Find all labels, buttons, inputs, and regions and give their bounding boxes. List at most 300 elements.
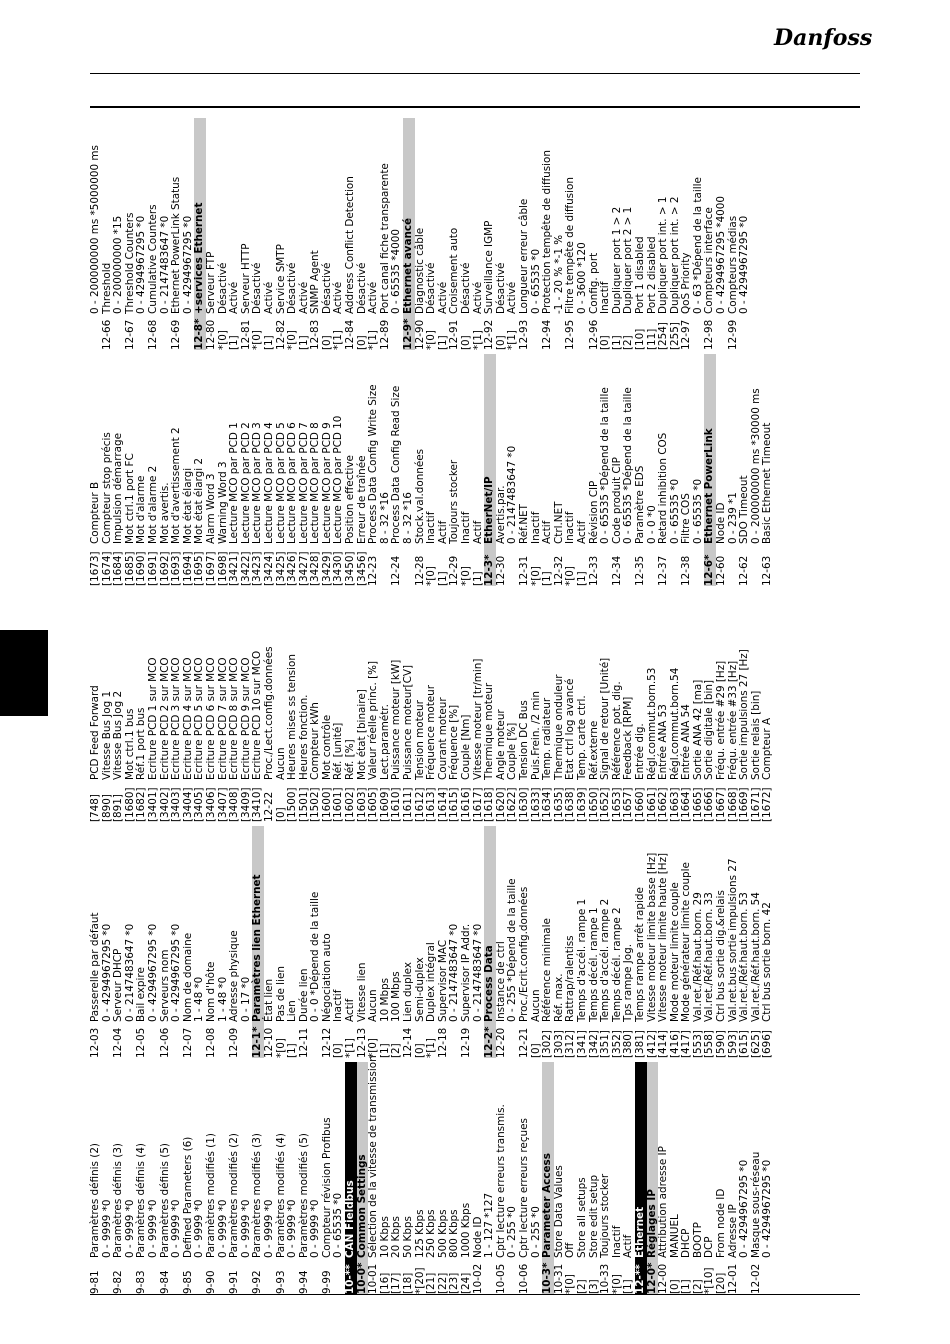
param-number	[171, 1258, 183, 1294]
param-text: Diagnostic câble	[413, 227, 426, 314]
param-text: Threshold Counters	[123, 212, 136, 314]
param-number: 12-19	[460, 1027, 472, 1058]
param-text: Port canal fiche transparente	[378, 163, 391, 314]
param-number: 12-21	[517, 1027, 530, 1058]
param-row	[322, 826, 334, 1058]
param-text: 0 - 4294967295 *0	[100, 923, 113, 1022]
param-text: Mot d'alarme	[135, 475, 148, 544]
param-text: Paramètres définis (2)	[89, 1143, 101, 1258]
param-text: 0 - 63 *Dépend de la taille	[691, 177, 704, 314]
param-text: Cptr lecture erreurs transmis.	[494, 1104, 507, 1258]
param-number: [1697]	[204, 551, 217, 586]
param-text: 0 - 65535 *4000	[390, 229, 403, 314]
param-text: Fréquence moteur	[425, 684, 438, 780]
param-text: Alarm Word 3	[204, 473, 217, 544]
param-text: Lien duplex	[402, 962, 415, 1022]
param-row	[367, 1055, 380, 1294]
param-text: Révision CIP	[587, 480, 600, 544]
param-number: *[0]	[460, 566, 472, 586]
param-row	[426, 1062, 438, 1294]
param-row	[368, 354, 380, 586]
param-number: [1652]	[599, 787, 612, 822]
param-text: 0 - 2147483647 *0	[448, 923, 461, 1022]
param-number: [1657]	[622, 787, 635, 822]
param-text: Lecture MCO par PCD 4	[262, 422, 275, 544]
param-text: 800 Kbps	[448, 1209, 461, 1258]
param-text: Ecriture PCD 7 sur MCO	[216, 657, 229, 780]
param-text: Serveur DHCP	[112, 948, 125, 1022]
param-number: 12-67	[123, 319, 136, 350]
param-number: [3409]	[239, 787, 252, 822]
param-text: Store all setups	[575, 1177, 588, 1258]
param-text: Régl.commut.born.54	[668, 667, 681, 780]
param-number: 12-20	[494, 1027, 507, 1058]
param-row	[160, 1062, 172, 1294]
param-number: [11]	[645, 328, 658, 350]
param-number: *[1]	[471, 330, 484, 350]
param-text: Sortie digitale [bin]	[703, 679, 716, 780]
param-text: Fréqu. entrée #33 [Hz]	[726, 660, 739, 780]
param-number: [22]	[436, 1272, 449, 1294]
param-row	[391, 826, 403, 1058]
param-number: [412]	[645, 1030, 658, 1058]
param-row	[542, 354, 554, 586]
param-number: 12-80	[204, 319, 217, 350]
param-text: 1 - 48 *0	[216, 976, 229, 1022]
param-row	[403, 826, 415, 1058]
param-number: 10-33	[599, 1263, 612, 1294]
param-text: Durée lien	[297, 968, 310, 1022]
param-row	[658, 590, 670, 822]
param-text: Heures fonction.	[297, 694, 310, 780]
param-number: 12-13	[355, 1027, 368, 1058]
param-text: Valeur réelle princ. [%]	[367, 660, 380, 780]
param-row	[287, 826, 299, 1058]
param-text: Common Settings	[355, 1154, 368, 1258]
param-text: Désactivé	[355, 262, 368, 314]
param-number: 12-60	[715, 555, 728, 586]
param-text: Ecriture PCD 6 sur MCO	[204, 657, 217, 780]
param-text: Erreur de traînée	[355, 455, 368, 544]
param-row	[287, 118, 299, 350]
param-text: Lecture MCO par PCD 9	[320, 422, 333, 544]
param-text: Paramètres modifiés (2)	[228, 1133, 241, 1258]
param-text: 0 - 9999 *0	[216, 1199, 229, 1258]
param-number: [3426]	[286, 551, 299, 586]
param-text: Actif	[344, 998, 357, 1022]
param-text: 1000 Kbps	[460, 1202, 472, 1258]
param-number: *[0]	[274, 1038, 287, 1058]
param-text: Temps d'accél. rampe 1	[575, 898, 588, 1022]
param-text: Service SMTP	[274, 244, 287, 314]
param-row	[148, 1062, 160, 1294]
param-text: Désactivé	[251, 262, 264, 314]
param-number: [1615]	[448, 787, 461, 822]
param-number: 12-34	[610, 555, 623, 586]
param-row	[670, 354, 682, 586]
param-text: 8 - 32 *16	[402, 492, 415, 544]
section-header	[403, 118, 415, 350]
param-number: 9-94	[297, 1270, 310, 1294]
param-number: 12-90	[413, 319, 426, 350]
section-header	[542, 1062, 554, 1294]
param-text: Filtre tempête de diffusion	[564, 177, 577, 314]
param-text: Adresse physique	[228, 930, 241, 1022]
param-text: Paramètres définis (3)	[112, 1143, 125, 1258]
param-text: 0 - 255 *0	[529, 1206, 542, 1258]
param-row	[90, 826, 102, 1058]
param-number: [1630]	[517, 787, 530, 822]
param-row	[90, 118, 102, 350]
param-text: Puis.Frein. /2 min	[529, 690, 542, 780]
param-text: Toujours stocker	[448, 459, 461, 544]
param-text: Ecriture PCD 2 sur MCO	[158, 657, 171, 780]
param-text: Thermique moteur	[483, 682, 496, 780]
param-row	[519, 1062, 531, 1294]
param-text: Réf.externe	[587, 720, 600, 780]
param-number: 10-01	[367, 1263, 380, 1294]
param-text: 8 - 32 *16	[378, 492, 391, 544]
param-text: Mode moteur limite couple	[668, 882, 681, 1022]
param-row	[554, 354, 566, 586]
column-4	[90, 354, 774, 586]
param-number: [890]	[100, 794, 113, 822]
param-text: Désactivé	[216, 262, 229, 314]
param-row	[171, 118, 183, 350]
param-number: [1614]	[436, 787, 449, 822]
param-number: 12-93	[517, 319, 530, 350]
param-text: Aucun	[529, 989, 542, 1022]
param-number	[762, 1258, 774, 1294]
param-number: [416]	[668, 1030, 681, 1058]
param-row	[589, 118, 601, 350]
param-number: 12-96	[587, 319, 600, 350]
param-row	[623, 118, 635, 350]
param-row	[229, 1062, 241, 1294]
param-text: Instance de ctrl	[494, 941, 507, 1022]
param-number: [1502]	[309, 787, 322, 822]
param-number: *[0]	[564, 566, 577, 586]
param-text: 0 - 200000000 ms *30000 ms	[749, 388, 762, 544]
param-row	[461, 826, 473, 1058]
param-number: 12-23	[367, 555, 380, 586]
param-text: Compteurs interface	[703, 207, 716, 314]
param-row	[322, 1062, 334, 1294]
param-text: 0 - 65535 *0	[332, 1192, 345, 1258]
column-2	[90, 826, 774, 1058]
param-number: [1605]	[367, 787, 380, 822]
param-text: Ecriture PCD 9 sur MCO	[239, 657, 252, 780]
param-text: Ethernet	[633, 1206, 646, 1258]
param-text: Impulsion démarrage	[112, 433, 125, 544]
param-number: [1]	[228, 335, 241, 350]
param-number: [3427]	[297, 551, 310, 586]
param-number: 9-81	[89, 1270, 101, 1294]
param-row	[426, 118, 438, 350]
param-number: 9-85	[181, 1270, 194, 1294]
param-row	[542, 118, 554, 350]
param-row	[600, 1062, 612, 1294]
param-text: Inactif	[460, 511, 472, 544]
param-text: BOOTP	[691, 1222, 704, 1258]
param-text: Duplex intégral	[425, 942, 438, 1022]
param-text: Attribution adresse IP	[657, 1146, 670, 1258]
param-row	[577, 354, 589, 586]
param-row	[333, 826, 345, 1058]
param-row	[577, 590, 589, 822]
param-number: [1]	[680, 1279, 693, 1294]
param-number: [1634]	[541, 787, 554, 822]
param-row	[531, 354, 543, 586]
param-text: 0 - 9999 *0	[193, 1199, 206, 1258]
param-text: Ctrl bus sortie born. 42	[761, 902, 774, 1022]
param-text: Compteur B	[89, 481, 101, 544]
param-text: 0 - 3600 *120	[575, 242, 588, 314]
param-text: Mot contrôle	[320, 714, 333, 780]
param-text: Supervisor MAC	[436, 940, 449, 1022]
column-3	[90, 590, 774, 822]
param-row	[507, 354, 519, 586]
param-number: *[0]	[610, 1274, 623, 1294]
top-rule	[90, 73, 860, 74]
param-row	[519, 118, 531, 350]
param-text: PCD Feed Forward	[89, 685, 101, 780]
param-text: Référence pot. dig.	[610, 681, 623, 780]
param-text: Compteurs médias	[726, 215, 739, 314]
param-text: Mot avertis.	[158, 482, 171, 544]
param-number: [1620]	[494, 787, 507, 822]
param-number: [0]	[460, 335, 472, 350]
param-text: Inactif	[332, 989, 345, 1022]
param-text: Warning Word 3	[216, 461, 229, 544]
param-text: Ctrl bus sortie dig.&relais	[715, 890, 728, 1022]
param-number: 12-63	[761, 555, 774, 586]
param-text: Régl.commut.born.53	[645, 667, 658, 780]
param-number: *[1]	[425, 1038, 438, 1058]
param-number	[577, 314, 589, 350]
param-text: 10 Mbps	[378, 977, 391, 1022]
param-row	[461, 590, 473, 822]
param-text: Lecture MCO par PCD 10	[332, 415, 345, 544]
param-row	[415, 1062, 427, 1294]
param-row	[206, 118, 218, 350]
param-row	[670, 1062, 682, 1294]
param-number: [1669]	[738, 787, 751, 822]
param-row	[90, 590, 102, 822]
param-number: 12-18	[436, 1027, 449, 1058]
param-row	[762, 354, 774, 586]
param-text: Activé	[471, 281, 484, 314]
param-row	[357, 826, 369, 1058]
param-number: [3403]	[170, 787, 183, 822]
param-text: Tension DC Bus	[517, 700, 530, 780]
param-number: [303]	[552, 1030, 565, 1058]
param-number: [1695]	[193, 551, 206, 586]
param-number: 12-9*	[402, 318, 415, 350]
param-text: Fréqu. entrée #29 [Hz]	[715, 660, 728, 780]
param-number: [1]	[297, 335, 310, 350]
param-text: Ethernet PowerLink Status	[170, 176, 183, 314]
param-text: 50 Kbps	[402, 1216, 415, 1258]
param-number: 12-11	[297, 1027, 310, 1058]
param-text: Thermique onduleur	[552, 674, 565, 780]
param-number: [351]	[599, 1030, 612, 1058]
param-number: [891]	[112, 794, 125, 822]
param-number: [0]	[355, 335, 368, 350]
param-number: [3408]	[228, 787, 241, 822]
param-number: [696]	[761, 1030, 774, 1058]
param-number: [342]	[587, 1030, 600, 1058]
param-text: 0 - 0 *0	[645, 505, 658, 544]
param-text: Paramètre EDS	[633, 465, 646, 544]
param-number: *[20]	[413, 1267, 426, 1294]
param-text: Dupliquer port 1 > 2	[610, 206, 623, 314]
param-row	[519, 590, 531, 822]
param-text: MANUEL	[668, 1214, 681, 1258]
param-row	[391, 1062, 403, 1294]
param-row	[345, 826, 357, 1058]
param-row	[148, 354, 160, 586]
param-row	[206, 826, 218, 1058]
param-text: Temps décél. rampe 1	[587, 907, 600, 1022]
param-number	[716, 314, 728, 350]
param-text: Longueur erreur câble	[517, 198, 530, 314]
param-number: 12-02	[749, 1263, 762, 1294]
param-number: 12-98	[703, 319, 716, 350]
param-text: Stock.val.données	[413, 448, 426, 544]
param-row	[368, 826, 380, 1058]
param-text: DCP	[703, 1236, 716, 1258]
param-number: [1]	[622, 1279, 635, 1294]
param-row	[148, 118, 160, 350]
param-text: 0 - 9999 *0	[262, 1199, 275, 1258]
param-number: *[0]	[564, 1274, 577, 1294]
param-text: 0 - 9999 *0	[239, 1199, 252, 1258]
param-number: 12-8*	[193, 318, 206, 350]
param-text: Temp. radiateur	[541, 697, 554, 780]
param-number: [1603]	[355, 787, 368, 822]
column-5	[90, 118, 751, 350]
param-row	[623, 1062, 635, 1294]
param-row	[229, 118, 241, 350]
param-text: -1 - 20 % *-1 %	[552, 234, 565, 314]
param-text: Couple [Nm]	[460, 714, 472, 780]
param-text: Aucun	[274, 747, 287, 780]
param-text: 0 - 65535 *0	[668, 478, 681, 544]
param-number: 12-03	[89, 1027, 101, 1058]
param-row	[762, 1062, 774, 1294]
param-number: 12-08	[204, 1027, 217, 1058]
param-row	[600, 354, 612, 586]
param-text: Nom de domaine	[181, 932, 194, 1022]
param-text: Temps décél. rampe 2	[610, 907, 623, 1022]
param-text: 0 - 9999 *0	[100, 1199, 113, 1258]
param-row	[438, 1062, 450, 1294]
param-number: [1500]	[286, 787, 299, 822]
param-text: Paramètres modifiés (3)	[251, 1133, 264, 1258]
param-text: Actif	[541, 520, 554, 544]
param-number: [3422]	[239, 551, 252, 586]
param-number: [1691]	[146, 551, 159, 586]
param-text: Threshold	[100, 262, 113, 314]
param-text: 0 - 4294967295 *0	[738, 215, 751, 314]
param-number: [1602]	[344, 787, 357, 822]
param-number: 9-93	[274, 1270, 287, 1294]
param-row	[739, 118, 751, 350]
param-row	[704, 1062, 716, 1294]
param-number: 12-**	[633, 1264, 646, 1294]
param-text: Vitesse lien	[355, 962, 368, 1022]
param-number: 12-31	[517, 555, 530, 586]
param-number: [1672]	[761, 787, 774, 822]
param-number: [1682]	[135, 787, 148, 822]
param-row	[171, 826, 183, 1058]
param-number: 10-3*	[541, 1262, 554, 1294]
param-text: Désactivé	[425, 262, 438, 314]
param-row	[299, 1062, 311, 1294]
param-number	[264, 1258, 276, 1294]
param-row	[403, 354, 415, 586]
param-number	[600, 544, 612, 586]
param-text: 0 - 9999 *0	[286, 1199, 299, 1258]
section-header	[194, 118, 206, 350]
param-number: [1693]	[170, 551, 183, 586]
param-text: Adresse IP	[726, 1204, 739, 1258]
param-number: [1638]	[564, 787, 577, 822]
param-text: Heures mises ss tension	[286, 654, 299, 780]
param-number: [1610]	[390, 787, 403, 822]
param-text: Temp. carte ctrl.	[575, 695, 588, 780]
param-text: 20 Kbps	[390, 1216, 403, 1258]
param-row	[612, 1062, 624, 1294]
param-text: Actif	[575, 520, 588, 544]
param-text: Semi-duplex	[413, 957, 426, 1022]
param-row	[577, 118, 589, 350]
param-number	[739, 314, 751, 350]
param-text: Paramètres modifiés (1)	[204, 1133, 217, 1258]
param-number: [0]	[332, 1043, 345, 1058]
param-text: Ecriture PCD 8 sur MCO	[228, 657, 241, 780]
param-text: 1 - 48 *0	[193, 976, 206, 1022]
param-row	[206, 354, 218, 586]
param-number: [1698]	[216, 551, 229, 586]
param-number: [16]	[378, 1272, 391, 1294]
param-number: [748]	[89, 794, 101, 822]
param-number: 12-0*	[645, 1262, 658, 1294]
param-row	[600, 826, 612, 1058]
param-number: [24]	[460, 1272, 472, 1294]
param-row	[519, 826, 531, 1058]
param-text: Lecture MCO par PCD 2	[239, 422, 252, 544]
param-text: Inactif	[564, 511, 577, 544]
param-row	[345, 590, 357, 822]
param-text: Off	[564, 1242, 577, 1258]
brand-wordmark: Danfoss	[774, 25, 873, 51]
param-number: 12-81	[239, 319, 252, 350]
param-text: Actif	[471, 520, 484, 544]
param-text: Process Data Config Write Size	[367, 384, 380, 544]
param-row	[762, 590, 774, 822]
param-number: [1616]	[460, 787, 472, 822]
param-number: 12-30	[494, 555, 507, 586]
param-number: [0]	[668, 1279, 681, 1294]
param-text: Sélection de la vitesse de transmission	[367, 1055, 380, 1258]
param-text: Fréquence [%]	[448, 704, 461, 780]
footer-rule	[90, 1294, 860, 1295]
param-row	[519, 354, 531, 586]
param-text: Aucun	[367, 989, 380, 1022]
param-text: Lecture MCO par PCD 7	[297, 422, 310, 544]
